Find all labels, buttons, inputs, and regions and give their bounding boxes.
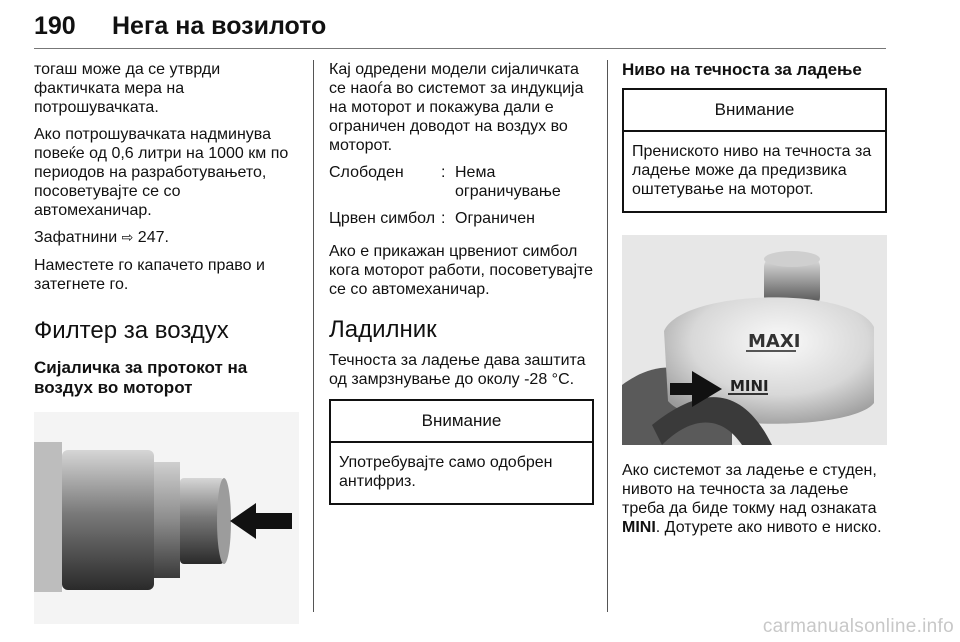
reference-label: Зафатнини xyxy=(34,229,118,246)
paragraph: Кај одредени модели сијаличката се наоѓа во системот за индукција на моторот и покажува дали е ограничен доводот на воздух во моторот. xyxy=(329,61,584,154)
paragraph: Наместете го капачето право и затегнете го. xyxy=(34,257,265,293)
air-filter-indicator-image xyxy=(34,412,299,624)
section-title-radiator: Ладилник xyxy=(329,316,437,343)
warning-text: Употребувајте само одобрен антифриз. xyxy=(339,454,553,490)
capacity-reference xyxy=(34,228,299,248)
air-filter-indicator-photo xyxy=(34,412,299,624)
page-reference-icon: ⇨ xyxy=(121,230,134,246)
column-divider-2 xyxy=(607,60,608,612)
state-value: Нема ограничување xyxy=(455,164,561,200)
warning-box xyxy=(622,88,887,213)
coolant-level-instruction: Ако системот за ладење е студен, нивото на течноста за ладење треба да биде токму над ознаката MINI. Дотурете ако нивото е ниско. xyxy=(622,462,882,536)
header-divider xyxy=(34,48,886,49)
state-separator: : xyxy=(441,164,446,181)
state-value: Ограничен xyxy=(455,210,535,227)
max-mark: MAXI xyxy=(748,331,801,352)
warning-title: Внимание xyxy=(331,401,592,443)
min-mark-label: MINI xyxy=(622,519,656,536)
warning-title: Внимание xyxy=(624,90,885,132)
state-key: Црвен симбол xyxy=(329,210,436,227)
column-3 xyxy=(622,60,887,545)
coolant-reservoir-photo xyxy=(622,235,887,445)
state-separator: : xyxy=(441,210,446,227)
reference-page[interactable]: 247. xyxy=(137,229,169,246)
section-title-air-filter: Филтер за воздух xyxy=(34,317,229,344)
warning-box xyxy=(329,399,594,505)
indicator-states xyxy=(329,163,594,228)
page-header xyxy=(34,6,886,46)
paragraph: Течноста за ладење дава заштита од замрзнување до околу -28 °C. xyxy=(329,352,586,388)
min-mark: MINI xyxy=(730,377,769,395)
warning-text: Прениското ниво на течноста за ладење може да предизвика оштетување на моторот. xyxy=(632,143,872,198)
indicator-state-row xyxy=(329,209,594,228)
coolant-reservoir-image xyxy=(622,235,887,445)
paragraph: Ако потрошувачката надминува повеќе од 0,6 литри на 1000 км по периодов на разработувањето, посоветувајте се со автомеханичар. xyxy=(34,126,289,219)
column-1 xyxy=(34,60,299,624)
paragraph: тогаш може да се утврди фактичката мера на потрошувачката. xyxy=(34,61,221,116)
watermark: carmanualsonline.info xyxy=(762,616,954,637)
column-divider-1 xyxy=(313,60,314,612)
paragraph: Ако е прикажан црвениот симбол кога моторот работи, посоветувајте се со автомеханичар. xyxy=(329,243,594,298)
section-title-coolant-level: Ниво на течноста за ладење xyxy=(622,60,862,79)
state-key: Слободен xyxy=(329,164,404,181)
indicator-state-row xyxy=(329,163,594,201)
page-number: 190 xyxy=(34,12,76,40)
column-2 xyxy=(329,60,594,505)
subsection-title-airflow-indicator: Сијаличка за протокот на воздух во моторот xyxy=(34,358,248,397)
page-title: Нега на возилото xyxy=(112,12,327,40)
